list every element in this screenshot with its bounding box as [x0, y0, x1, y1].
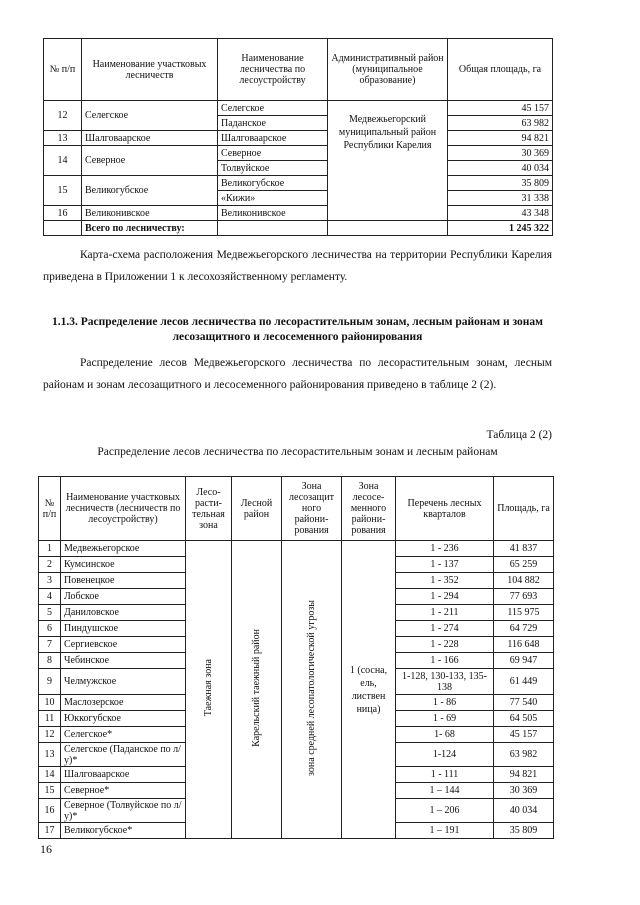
survey-forestry-name: Шалговаарское [218, 131, 328, 146]
table-row [44, 101, 553, 116]
survey-forestry-name: «Кижи» [218, 191, 328, 206]
area-value: 116 648 [494, 637, 554, 653]
header-cell: Площадь, га [494, 477, 554, 541]
header-cell: № п/п [39, 477, 61, 541]
forest-zone-text: Таежная зона [203, 659, 214, 717]
area-value: 77 540 [494, 695, 554, 711]
area-value: 45 157 [448, 101, 553, 116]
row-number: 16 [39, 799, 61, 823]
quarter-list: 1 – 206 [396, 799, 494, 823]
area-value: 64 729 [494, 621, 554, 637]
row-number: 12 [39, 727, 61, 743]
area-value: 94 821 [448, 131, 553, 146]
distribution-paragraph: Распределение лесов Медвежьегорского лесничества по лесорастительным зонам, лесным районам и зонам лесозащитного и лесосеменного районирования приведено в таблице 2 (2). [43, 357, 552, 391]
row-number: 15 [44, 176, 82, 206]
quarter-list: 1 - 352 [396, 573, 494, 589]
forestry-name: Пиндушское [61, 621, 186, 637]
area-value: 35 809 [448, 176, 553, 191]
quarter-list: 1 - 137 [396, 557, 494, 573]
quarter-list: 1 - 228 [396, 637, 494, 653]
forestry-name: Маслозерское [61, 695, 186, 711]
forestry-name: Селегское [82, 101, 218, 131]
total-label: Всего по лесничеству: [82, 221, 218, 236]
forest-zones-table [38, 476, 554, 839]
area-value: 65 259 [494, 557, 554, 573]
header-cell: Административный район (муниципальное образование) [328, 39, 448, 101]
row-number: 7 [39, 637, 61, 653]
area-value: 43 348 [448, 206, 553, 221]
header-cell: Общая площадь, га [448, 39, 553, 101]
area-value: 63 982 [494, 743, 554, 767]
area-value: 63 982 [448, 116, 553, 131]
quarter-list: 1 - 166 [396, 653, 494, 669]
area-value: 45 157 [494, 727, 554, 743]
table-row [44, 131, 553, 146]
header-cell: Наименование участковых лесничеств (лесничеств по лесоустройству) [61, 477, 186, 541]
total-row [44, 221, 553, 236]
page-number: 16 [40, 842, 52, 856]
map-reference-paragraph: Карта-схема расположения Медвежьегорского лесничества на территории Республики Карелия приведена в Приложении 1 к лесохозяйственному регламенту. [43, 249, 552, 283]
survey-forestry-name: Толвуйское [218, 161, 328, 176]
area-value: 31 338 [448, 191, 553, 206]
row-number: 14 [44, 146, 82, 176]
protection-zone-text: зона средней лесопатологической угрозы [306, 600, 317, 776]
quarter-list: 1 - 69 [396, 711, 494, 727]
forestry-name: Великонивское [82, 206, 218, 221]
forestry-name: Селегское* [61, 727, 186, 743]
total-value: 1 245 322 [448, 221, 553, 236]
row-number: 12 [44, 101, 82, 131]
table-row [44, 146, 553, 161]
forestry-name: Сергиевское [61, 637, 186, 653]
survey-forestry-name: Великогубское [218, 176, 328, 191]
area-value: 41 837 [494, 541, 554, 557]
quarter-list: 1 - 86 [396, 695, 494, 711]
area-value: 40 034 [448, 161, 553, 176]
empty-cell [218, 221, 328, 236]
row-number: 13 [44, 131, 82, 146]
area-value: 35 809 [494, 823, 554, 839]
row-number: 6 [39, 621, 61, 637]
survey-forestry-name: Великонивское [218, 206, 328, 221]
forestry-name: Шалговаарское [61, 767, 186, 783]
quarter-list: 1 - 294 [396, 589, 494, 605]
protection-zone-cell [282, 541, 342, 839]
forestry-name: Челмужское [61, 669, 186, 695]
quarter-list: 1 - 211 [396, 605, 494, 621]
header-cell: Зона лесозащит ного райони-рования [282, 477, 342, 541]
area-value: 115 975 [494, 605, 554, 621]
table-label: Таблица 2 (2) [486, 429, 552, 441]
survey-forestry-name: Селегское [218, 101, 328, 116]
area-value: 77 693 [494, 589, 554, 605]
forestry-name: Шалговаарское [82, 131, 218, 146]
area-value: 30 369 [494, 783, 554, 799]
forestry-name: Северное* [61, 783, 186, 799]
area-value: 104 882 [494, 573, 554, 589]
row-number: 14 [39, 767, 61, 783]
seed-zone-cell: 1 (сосна, ель, листвен ница) [342, 541, 396, 839]
forestry-name: Северное (Толвуйское по л/у)* [61, 799, 186, 823]
header-cell: Зона лесосе-менного райони-рования [342, 477, 396, 541]
header-cell: Перечень лесных кварталов [396, 477, 494, 541]
header-cell: № п/п [44, 39, 82, 101]
header-cell: Лесо-расти-тельная зона [186, 477, 232, 541]
forestry-name: Северное [82, 146, 218, 176]
area-value: 94 821 [494, 767, 554, 783]
forest-region-cell [232, 541, 282, 839]
forestry-name: Медвежьегорское [61, 541, 186, 557]
row-number: 10 [39, 695, 61, 711]
forestry-name: Чебинское [61, 653, 186, 669]
header-cell: Наименование лесничества по лесоустройству [218, 39, 328, 101]
forestry-name: Кумсинское [61, 557, 186, 573]
quarter-list: 1 - 274 [396, 621, 494, 637]
forestry-name: Повенецкое [61, 573, 186, 589]
row-number: 1 [39, 541, 61, 557]
section-heading: 1.1.3. Распределение лесов лесничества по лесорастительным зонам, лесным районам и зонам лесозащитного и лесосеменного районирования [52, 316, 543, 343]
area-value: 69 947 [494, 653, 554, 669]
table-row [39, 541, 554, 557]
forestry-name: Селегское (Паданское по л/у)* [61, 743, 186, 767]
table-row [44, 206, 553, 221]
forest-region-text: Карельский таежный район [251, 629, 262, 747]
area-value: 61 449 [494, 669, 554, 695]
quarter-list: 1 – 144 [396, 783, 494, 799]
area-value: 64 505 [494, 711, 554, 727]
quarter-list: 1-124 [396, 743, 494, 767]
admin-district: Медвежьегорский муниципальный район Республики Карелия [328, 101, 448, 221]
row-number: 17 [39, 823, 61, 839]
forestry-name: Юккогубское [61, 711, 186, 727]
empty-cell [328, 221, 448, 236]
row-number: 3 [39, 573, 61, 589]
quarter-list: 1 – 191 [396, 823, 494, 839]
row-number: 16 [44, 206, 82, 221]
row-number: 8 [39, 653, 61, 669]
row-number: 5 [39, 605, 61, 621]
quarter-list: 1 - 111 [396, 767, 494, 783]
forestry-area-table [43, 38, 553, 236]
quarter-list: 1-128, 130-133, 135-138 [396, 669, 494, 695]
area-value: 30 369 [448, 146, 553, 161]
table-row [44, 176, 553, 191]
forestry-name: Даниловское [61, 605, 186, 621]
empty-cell [44, 221, 82, 236]
row-number: 13 [39, 743, 61, 767]
row-number: 2 [39, 557, 61, 573]
survey-forestry-name: Северное [218, 146, 328, 161]
quarter-list: 1 - 236 [396, 541, 494, 557]
row-number: 4 [39, 589, 61, 605]
header-cell: Лесной район [232, 477, 282, 541]
forestry-name: Великогубское [82, 176, 218, 206]
quarter-list: 1- 68 [396, 727, 494, 743]
forest-zone-cell [186, 541, 232, 839]
survey-forestry-name: Паданское [218, 116, 328, 131]
row-number: 9 [39, 669, 61, 695]
forestry-name: Великогубское* [61, 823, 186, 839]
table-title: Распределение лесов лесничества по лесорастительным зонам и лесным районам [97, 446, 498, 458]
forestry-name: Лобское [61, 589, 186, 605]
row-number: 11 [39, 711, 61, 727]
row-number: 15 [39, 783, 61, 799]
header-cell: Наименование участковых лесничеств [82, 39, 218, 101]
area-value: 40 034 [494, 799, 554, 823]
